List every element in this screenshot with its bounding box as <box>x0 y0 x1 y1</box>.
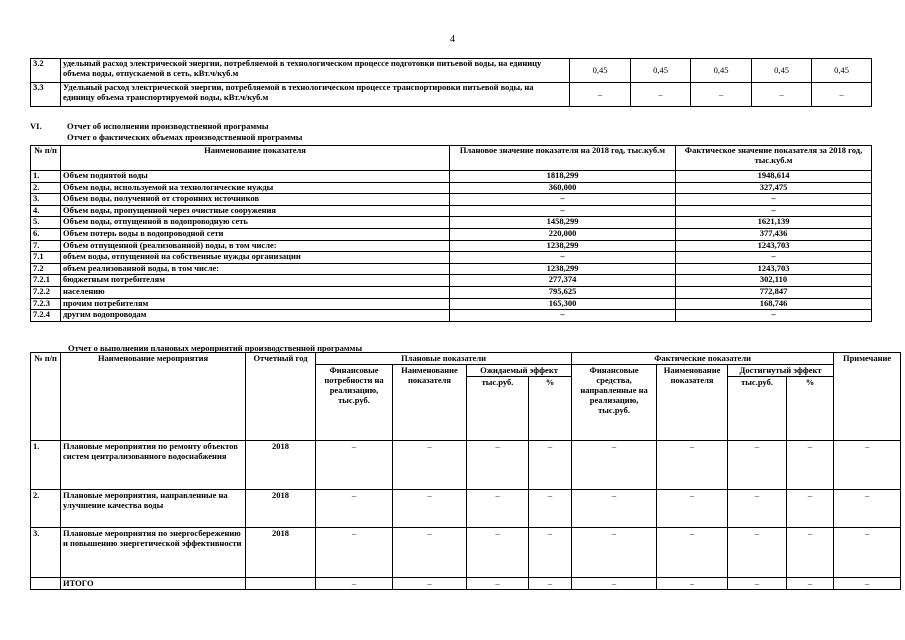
value-cell: – <box>812 83 872 107</box>
row-number: 5. <box>31 217 61 229</box>
row-number: 6. <box>31 228 61 240</box>
measures-section-title: Отчет о выполнении плановых мероприятий производственной программы <box>68 343 363 353</box>
dash-cell: – <box>834 578 901 590</box>
table-row <box>31 528 901 578</box>
row-number: 4. <box>31 205 61 217</box>
table-row <box>31 252 872 264</box>
actual-value: 302,110 <box>676 275 872 287</box>
planned-value: – <box>450 194 676 206</box>
row-name: Объем поднятой воды <box>61 171 450 183</box>
row-number: 3.2 <box>31 59 61 83</box>
dash-cell: – <box>728 490 787 528</box>
row-name: Плановые мероприятия, направленные на улучшение качества воды <box>61 490 246 528</box>
actual-value: 377,436 <box>676 228 872 240</box>
header-achieved-effect: Достигнутый эффект <box>728 365 834 377</box>
header-thous-rub: тыс.руб. <box>467 377 529 441</box>
energy-consumption-table <box>30 58 872 107</box>
section-6-subtitle: Отчет о фактических объемах производственной программы <box>67 132 303 142</box>
header-percent: % <box>529 377 572 441</box>
planned-value: 277,374 <box>450 275 676 287</box>
dash-cell: – <box>529 578 572 590</box>
row-number: 1. <box>31 171 61 183</box>
header-actual-group: Фактические показатели <box>572 353 834 365</box>
row-year: 2018 <box>246 528 316 578</box>
planned-value: 1458,299 <box>450 217 676 229</box>
dash-cell: – <box>393 441 467 490</box>
dash-cell: – <box>467 441 529 490</box>
dash-cell: – <box>834 490 901 528</box>
table-header-row <box>31 353 901 365</box>
dash-cell: – <box>572 490 657 528</box>
dash-cell: – <box>467 528 529 578</box>
row-name: объем воды, отпущенной на собственные нужды организации <box>61 252 450 264</box>
dash-cell: – <box>657 441 728 490</box>
dash-cell: – <box>728 528 787 578</box>
row-number: 7.2.1 <box>31 275 61 287</box>
actual-volumes-table <box>30 145 872 322</box>
header-actual-finance: Финансовые средства, направленные на реализацию, тыс.руб. <box>572 365 657 441</box>
dash-cell: – <box>316 490 393 528</box>
value-cell: – <box>631 83 691 107</box>
header-planned-group: Плановые показатели <box>316 353 572 365</box>
dash-cell: – <box>316 578 393 590</box>
dash-cell: – <box>316 441 393 490</box>
dash-cell: – <box>657 578 728 590</box>
dash-cell: – <box>316 528 393 578</box>
planned-measures-table <box>30 352 901 590</box>
header-planned: Плановое значение показателя на 2018 год, тыс.куб.м <box>450 146 676 171</box>
table-row <box>31 205 872 217</box>
actual-value: 1948,614 <box>676 171 872 183</box>
table-row <box>31 228 872 240</box>
table-row <box>31 286 872 298</box>
header-percent: % <box>787 377 834 441</box>
row-name: Удельный расход электрической энергии, потребляемой в технологическом процессе транспортировки питьевой воды, на единицу объема транспортируемой воды, кВт.ч/куб.м <box>61 83 570 107</box>
table-row <box>31 490 901 528</box>
table-row <box>31 441 901 490</box>
row-number: 7.2.2 <box>31 286 61 298</box>
dash-cell: – <box>572 528 657 578</box>
header-planned-finance: Финансовые потребности на реализацию, тыс.руб. <box>316 365 393 441</box>
planned-value: 1818,299 <box>450 171 676 183</box>
dash-cell: – <box>529 490 572 528</box>
header-year: Отчетный год <box>246 353 316 441</box>
dash-cell: – <box>787 441 834 490</box>
row-number: 3. <box>31 194 61 206</box>
page-number: 4 <box>450 34 455 45</box>
dash-cell: – <box>787 490 834 528</box>
dash-cell: – <box>467 490 529 528</box>
row-year: 2018 <box>246 490 316 528</box>
value-cell: 0,45 <box>812 59 872 83</box>
table-row <box>31 240 872 252</box>
actual-value: 1243,703 <box>676 240 872 252</box>
header-actual-indicator: Наименование показателя <box>657 365 728 441</box>
header-actual: Фактическое значение показателя за 2018 год, тыс.куб.м <box>676 146 872 171</box>
volumes-body <box>31 171 872 322</box>
row-name: прочим потребителям <box>61 298 450 310</box>
actual-value: – <box>676 194 872 206</box>
header-expected-effect: Ожидаемый эффект <box>467 365 572 377</box>
dash-cell: – <box>393 578 467 590</box>
table-row <box>31 171 872 183</box>
dash-cell: – <box>393 490 467 528</box>
section-number: VI. <box>30 121 42 131</box>
header-num: № п/п <box>31 146 61 171</box>
planned-value: 165,300 <box>450 298 676 310</box>
value-cell: – <box>691 83 752 107</box>
row-number: 2. <box>31 182 61 194</box>
table-row <box>31 194 872 206</box>
row-number: 7.2.3 <box>31 298 61 310</box>
row-number: 3. <box>31 528 61 578</box>
header-planned-indicator: Наименование показателя <box>393 365 467 441</box>
dash-cell: – <box>657 490 728 528</box>
dash-cell: – <box>529 528 572 578</box>
total-row <box>31 578 901 590</box>
row-name: другим водопроводам <box>61 310 450 322</box>
value-cell: 0,45 <box>752 59 812 83</box>
row-number: 1. <box>31 441 61 490</box>
planned-value: 795,625 <box>450 286 676 298</box>
planned-value: 220,000 <box>450 228 676 240</box>
actual-value: 1621,139 <box>676 217 872 229</box>
table-row <box>31 310 872 322</box>
header-note: Примечание <box>834 353 901 441</box>
row-name: удельный расход электрической энергии, потребляемой в технологическом процессе подготовки питьевой воды, на единицу объема воды, отпускаемой в сеть, кВт.ч/куб.м <box>61 59 570 83</box>
value-cell: – <box>570 83 631 107</box>
row-number: 7.2.4 <box>31 310 61 322</box>
dash-cell: – <box>572 578 657 590</box>
planned-value: – <box>450 205 676 217</box>
row-name: Плановые мероприятия по энергосбережению и повышению энергетической эффективности <box>61 528 246 578</box>
row-year: 2018 <box>246 441 316 490</box>
row-number <box>31 578 61 590</box>
row-number: 7. <box>31 240 61 252</box>
table-row <box>31 59 872 83</box>
row-number: 7.2 <box>31 263 61 275</box>
dash-cell: – <box>834 528 901 578</box>
header-num: № п/п <box>31 353 61 441</box>
planned-value: 1238,299 <box>450 240 676 252</box>
dash-cell: – <box>728 441 787 490</box>
value-cell: 0,45 <box>691 59 752 83</box>
dash-cell: – <box>572 441 657 490</box>
planned-value: – <box>450 252 676 264</box>
row-number: 2. <box>31 490 61 528</box>
planned-value: 1238,299 <box>450 263 676 275</box>
dash-cell: – <box>393 528 467 578</box>
dash-cell: – <box>834 441 901 490</box>
row-name: Объем потерь воды в водопроводной сети <box>61 228 450 240</box>
table-row <box>31 83 872 107</box>
total-label: ИТОГО <box>61 578 246 590</box>
table-row <box>31 182 872 194</box>
planned-value: – <box>450 310 676 322</box>
row-name: бюджетным потребителям <box>61 275 450 287</box>
actual-value: 168,746 <box>676 298 872 310</box>
row-number: 3.3 <box>31 83 61 107</box>
dash-cell: – <box>728 578 787 590</box>
header-thous-rub: тыс.руб. <box>728 377 787 441</box>
row-name: населению <box>61 286 450 298</box>
actual-value: – <box>676 205 872 217</box>
planned-value: 360,000 <box>450 182 676 194</box>
row-name: Плановые мероприятия по ремонту объектов систем централизованного водоснабжения <box>61 441 246 490</box>
row-name: Объем воды, полученной от сторонних источников <box>61 194 450 206</box>
dash-cell: – <box>657 528 728 578</box>
row-number: 7.1 <box>31 252 61 264</box>
actual-value: – <box>676 252 872 264</box>
table-row <box>31 263 872 275</box>
dash-cell: – <box>529 441 572 490</box>
row-name: объем реализованной воды, в том числе: <box>61 263 450 275</box>
value-cell: – <box>752 83 812 107</box>
dash-cell: – <box>787 578 834 590</box>
row-name: Объем воды, пропущенной через очистные сооружения <box>61 205 450 217</box>
dash-cell: – <box>787 528 834 578</box>
value-cell: 0,45 <box>570 59 631 83</box>
table-header-row <box>31 146 872 171</box>
actual-value: 327,475 <box>676 182 872 194</box>
row-year <box>246 578 316 590</box>
actual-value: 772,847 <box>676 286 872 298</box>
value-cell: 0,45 <box>631 59 691 83</box>
header-name: Наименование показателя <box>61 146 450 171</box>
table-row <box>31 275 872 287</box>
row-name: Объем отпущенной (реализованной) воды, в том числе: <box>61 240 450 252</box>
actual-value: – <box>676 310 872 322</box>
row-name: Объем воды, отпущенной в водопроводную сеть <box>61 217 450 229</box>
header-name: Наименование мероприятия <box>61 353 246 441</box>
section-title: Отчет об исполнении производственной программы <box>67 121 269 131</box>
dash-cell: – <box>467 578 529 590</box>
table-row <box>31 217 872 229</box>
table-row <box>31 298 872 310</box>
section-6-title <box>30 122 269 132</box>
row-name: Объем воды, используемой на технологические нужды <box>61 182 450 194</box>
actual-value: 1243,703 <box>676 263 872 275</box>
